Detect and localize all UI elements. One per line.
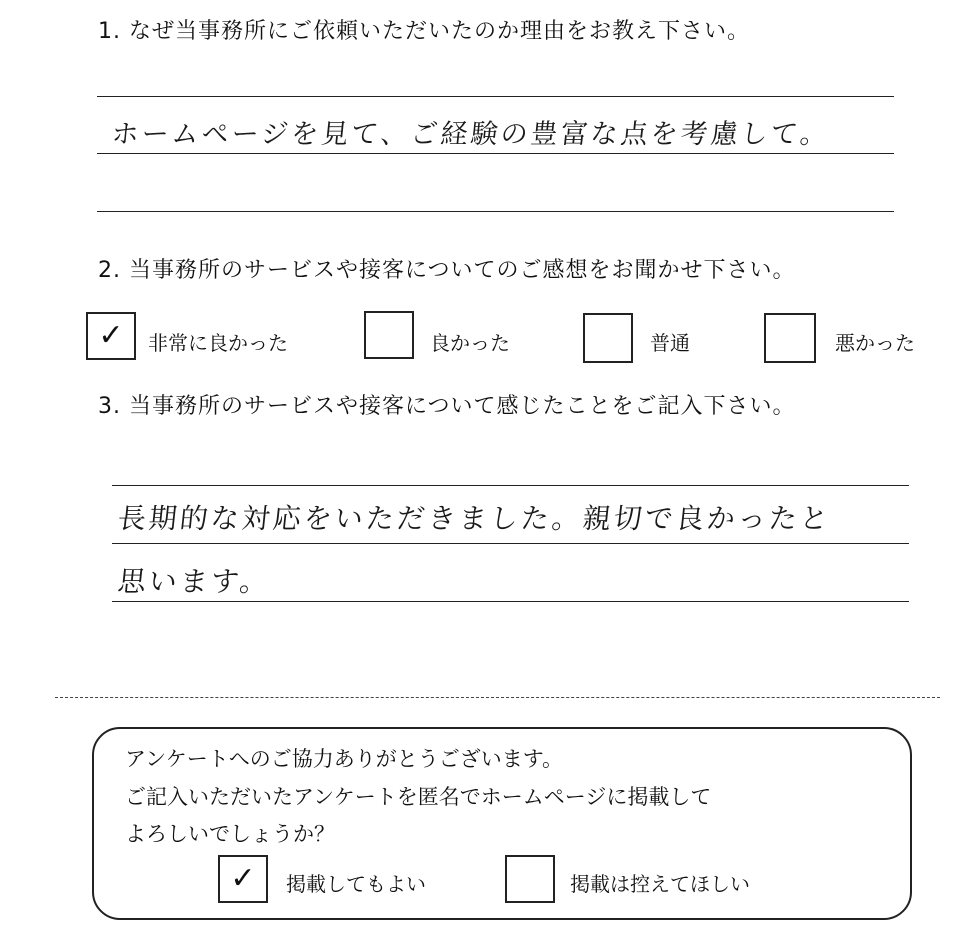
publish-decline-label: 掲載は控えてほしい xyxy=(570,872,750,896)
option-normal-label: 普通 xyxy=(650,331,690,355)
question-1-answer: ホームページを見て、ご経験の豊富な点を考慮して。 xyxy=(110,119,832,150)
consent-line-3: よろしいでしょうか？ xyxy=(125,822,335,846)
check-mark-icon: ✓ xyxy=(230,861,256,896)
option-very-good-label: 非常に良かった xyxy=(148,331,288,355)
checkbox-good[interactable] xyxy=(364,311,414,359)
answer-line xyxy=(112,543,909,544)
question-3-answer-line-1: 長期的な対応をいただきました。親切で良かったと xyxy=(116,502,833,535)
checkbox-normal[interactable] xyxy=(583,313,633,363)
consent-line-2: ご記入いただいたアンケートを匿名でホームページに掲載して xyxy=(125,785,712,809)
answer-line xyxy=(112,601,909,602)
consent-line-1: アンケートへのご協力ありがとうございます。 xyxy=(125,747,564,771)
option-bad-label: 悪かった xyxy=(835,331,915,355)
checkbox-bad[interactable] xyxy=(764,313,816,363)
checkbox-publish-decline[interactable] xyxy=(505,855,555,903)
answer-line xyxy=(97,153,894,154)
answer-line xyxy=(97,211,894,212)
publish-ok-label: 掲載してもよい xyxy=(286,872,426,896)
checkbox-publish-ok[interactable] xyxy=(218,855,268,903)
check-mark-icon: ✓ xyxy=(98,318,124,353)
option-good-label: 良かった xyxy=(430,331,510,355)
question-2-label: 2. 当事務所のサービスや接客についてのご感想をお聞かせ下さい。 xyxy=(98,258,796,283)
question-3-label: 3. 当事務所のサービスや接客について感じたことをご記入下さい。 xyxy=(98,394,796,419)
checkbox-very-good[interactable] xyxy=(86,312,136,360)
question-3-answer-line-2: 思います。 xyxy=(116,565,273,598)
answer-line xyxy=(112,485,909,486)
cut-divider xyxy=(55,697,940,698)
answer-line xyxy=(97,96,894,97)
question-1-label: 1. なぜ当事務所にご依頼いただいたのか理由をお教え下さい。 xyxy=(98,19,750,44)
